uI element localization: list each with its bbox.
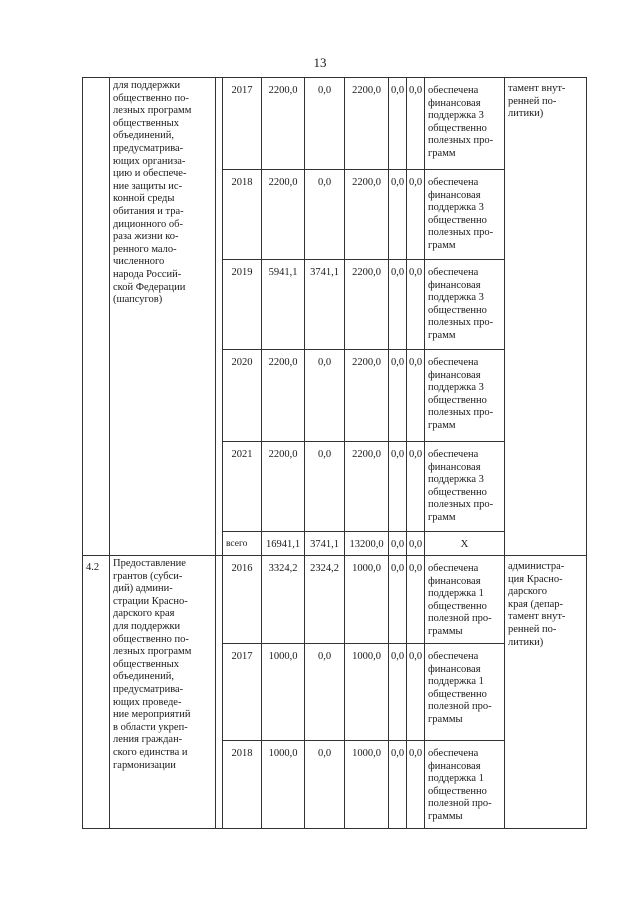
regional-cell: 2324,2 xyxy=(305,556,345,644)
total-cell: 1000,0 xyxy=(262,644,305,741)
federal-cell: 2200,0 xyxy=(345,442,389,532)
federal-cell: 1000,0 xyxy=(345,741,389,829)
index-cell: 4.2 xyxy=(83,556,110,829)
year-cell: 2021 xyxy=(223,442,262,532)
col1-cell: 0,0 xyxy=(389,260,407,350)
col2-cell: 0,0 xyxy=(407,532,425,556)
year-cell: 2017 xyxy=(223,644,262,741)
program-table xyxy=(82,77,587,829)
total-cell: 1000,0 xyxy=(262,741,305,829)
year-cell: 2019 xyxy=(223,260,262,350)
regional-cell: 0,0 xyxy=(305,644,345,741)
federal-cell: 1000,0 xyxy=(345,644,389,741)
table-row xyxy=(83,78,587,170)
federal-cell: 2200,0 xyxy=(345,260,389,350)
col1-cell: 0,0 xyxy=(389,532,407,556)
result-cell: обеспечена финансовая поддержка 3 общественно полезных про- грамм xyxy=(425,442,505,532)
col2-cell: 0,0 xyxy=(407,350,425,442)
regional-cell: 3741,1 xyxy=(305,260,345,350)
spacer-cell xyxy=(216,78,223,556)
total-cell: 16941,1 xyxy=(262,532,305,556)
federal-cell: 13200,0 xyxy=(345,532,389,556)
total-cell: 2200,0 xyxy=(262,170,305,260)
regional-cell: 0,0 xyxy=(305,741,345,829)
total-cell: 2200,0 xyxy=(262,78,305,170)
year-cell: 2020 xyxy=(223,350,262,442)
regional-cell: 0,0 xyxy=(305,350,345,442)
federal-cell: 2200,0 xyxy=(345,170,389,260)
col1-cell: 0,0 xyxy=(389,741,407,829)
result-cell: обеспечена финансовая поддержка 3 общественно полезных про- грамм xyxy=(425,260,505,350)
col2-cell: 0,0 xyxy=(407,78,425,170)
federal-cell: 1000,0 xyxy=(345,556,389,644)
regional-cell: 0,0 xyxy=(305,78,345,170)
regional-cell: 3741,1 xyxy=(305,532,345,556)
federal-cell: 2200,0 xyxy=(345,78,389,170)
col1-cell: 0,0 xyxy=(389,78,407,170)
col1-cell: 0,0 xyxy=(389,644,407,741)
total-cell: 2200,0 xyxy=(262,442,305,532)
total-cell: 3324,2 xyxy=(262,556,305,644)
total-cell: 2200,0 xyxy=(262,350,305,442)
col2-cell: 0,0 xyxy=(407,170,425,260)
result-cell: X xyxy=(425,532,505,556)
result-cell: обеспечена финансовая поддержка 1 общественно полезной про- граммы xyxy=(425,556,505,644)
col1-cell: 0,0 xyxy=(389,442,407,532)
result-cell: обеспечена финансовая поддержка 1 общественно полезной про- граммы xyxy=(425,741,505,829)
col1-cell: 0,0 xyxy=(389,350,407,442)
measure-description: для поддержки общественно по- лезных программ общественных объединений, предусматрива- ющих организа- цию и обеспече- ние защиты ис- конной среды обитания и тра- диционного об- раза жизни ко- ренного мало- численного народа Россий- ской Федерации (шапсугов) xyxy=(110,78,216,556)
index-cell xyxy=(83,78,110,556)
col1-cell: 0,0 xyxy=(389,556,407,644)
executor-cell: тамент внут- ренней по- литики) xyxy=(505,78,587,556)
page-number: 13 xyxy=(313,55,327,70)
col2-cell: 0,0 xyxy=(407,556,425,644)
regional-cell: 0,0 xyxy=(305,170,345,260)
measure-description: Предоставление грантов (субси- дий) админи- страции Красно- дарского края для поддержки общественно по- лезных программ общественных объединений, предусматрива- ющих проведе- ние мероприятий в области укреп- ления граждан- ского единства и гармонизации xyxy=(110,556,216,829)
result-cell: обеспечена финансовая поддержка 3 общественно полезных про- грамм xyxy=(425,78,505,170)
regional-cell: 0,0 xyxy=(305,442,345,532)
col2-cell: 0,0 xyxy=(407,741,425,829)
year-cell: 2018 xyxy=(223,170,262,260)
year-cell: 2018 xyxy=(223,741,262,829)
year-cell: 2017 xyxy=(223,78,262,170)
result-cell: обеспечена финансовая поддержка 1 общественно полезной про- граммы xyxy=(425,644,505,741)
total-cell: 5941,1 xyxy=(262,260,305,350)
executor-cell: администра- ция Красно- дарского края (депар- тамент внут- ренней по- литики) xyxy=(505,556,587,829)
result-cell: обеспечена финансовая поддержка 3 общественно полезных про- грамм xyxy=(425,170,505,260)
col2-cell: 0,0 xyxy=(407,260,425,350)
spacer-cell xyxy=(216,556,223,829)
col1-cell: 0,0 xyxy=(389,170,407,260)
table-row xyxy=(83,556,587,644)
year-cell: 2016 xyxy=(223,556,262,644)
col2-cell: 0,0 xyxy=(407,644,425,741)
result-cell: обеспечена финансовая поддержка 3 общественно полезных про- грамм xyxy=(425,350,505,442)
total-label: всего xyxy=(223,532,262,556)
federal-cell: 2200,0 xyxy=(345,350,389,442)
col2-cell: 0,0 xyxy=(407,442,425,532)
